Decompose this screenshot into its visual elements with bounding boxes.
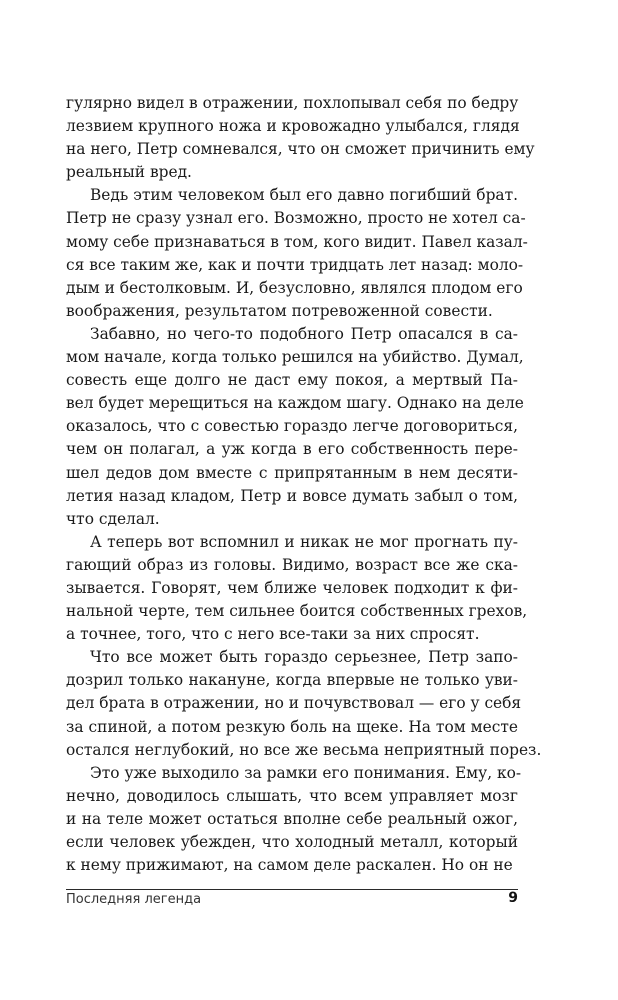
page-number: 9	[508, 890, 518, 906]
text-line: а точнее, того, что с него все-таки за них спросят.	[66, 625, 480, 644]
text-line: дел брата в отражении, но и почувствовал — его у себя	[66, 694, 522, 713]
text-line: вел будет мерещиться на каждом шагу. Однако на деле	[66, 394, 524, 413]
text-line: что сделал.	[66, 509, 160, 528]
text-line: чем он полагал, а уж когда в его собственность пере-	[66, 440, 518, 459]
paragraph	[66, 646, 542, 761]
paragraph	[66, 92, 535, 184]
text-line: реальный вред.	[66, 163, 192, 182]
text-line: мому себе признаваться в том, кого видит. Павел казал-	[66, 232, 528, 251]
text-line: дым и бестолковым. И, безусловно, являлся плодом его	[66, 278, 523, 297]
text-line: мом начале, когда только решился на убийство. Думал,	[66, 348, 524, 367]
text-line: гающий образ из головы. Видимо, возраст все же ска-	[66, 555, 518, 574]
page-body	[66, 92, 542, 877]
text-line: лезвием крупного ножа и кровожадно улыбался, глядя	[66, 117, 520, 136]
text-line: нечно, доводилось слышать, что всем управляет мозг	[66, 786, 518, 805]
text-line: если человек убежден, что холодный металл, который	[66, 833, 518, 851]
text-line: Забавно, но чего-то подобного Петр опасался в са-	[90, 324, 518, 343]
paragraph	[66, 323, 524, 531]
text-line: ся все таким же, как и почти тридцать лет назад: моло-	[66, 255, 524, 274]
text-line: на него, Петр сомневался, что он сможет причинить ему	[66, 140, 535, 159]
text-line: дозрил только накануне, когда впервые не только уви-	[66, 671, 518, 690]
text-line: Петр не сразу узнал его. Возможно, просто не хотел са-	[66, 209, 526, 228]
paragraph	[66, 531, 528, 646]
text-line: летия назад кладом, Петр и вовсе думать забыл о том,	[66, 486, 518, 505]
footer-rule	[66, 889, 518, 890]
text-line: воображения, результатом потревоженной совести.	[66, 301, 493, 320]
text-line: шел дедов дом вместе с припрятанным в нем десяти-	[66, 463, 518, 482]
text-line: и на теле может остаться вполне себе реальный ожог,	[66, 809, 518, 828]
running-footer-title: Последняя легенда	[66, 892, 202, 907]
text-line: Это уже выходило за рамки его понимания. Ему, ко-	[90, 763, 522, 782]
text-line: А теперь вот вспомнил и никак не мог прогнать пу-	[90, 532, 518, 551]
text-line: оказалось, что с совестью гораздо легче договориться,	[66, 417, 518, 436]
text-line: гулярно видел в отражении, похлопывал себя по бедру	[66, 94, 519, 112]
text-line: зывается. Говорят, чем ближе человек подходит к фи-	[66, 578, 518, 597]
paragraph	[66, 762, 522, 877]
text-line: Ведь этим человеком был его давно погибший брат.	[90, 186, 518, 205]
text-line: остался неглубокий, но все же весьма неприятный порез.	[66, 740, 542, 759]
text-line: к нему прижимают, на самом деле раскален. Но он не	[66, 856, 513, 875]
text-line: Что все может быть гораздо серьезнее, Петр запо-	[90, 648, 518, 667]
paragraph	[66, 184, 528, 323]
text-line: совесть еще долго не даст ему покоя, а мертвый Па-	[66, 371, 518, 390]
text-line: за спиной, а потом резкую боль на щеке. На том месте	[66, 717, 518, 736]
text-line: нальной черте, тем сильнее боится собственных грехов,	[66, 602, 528, 621]
